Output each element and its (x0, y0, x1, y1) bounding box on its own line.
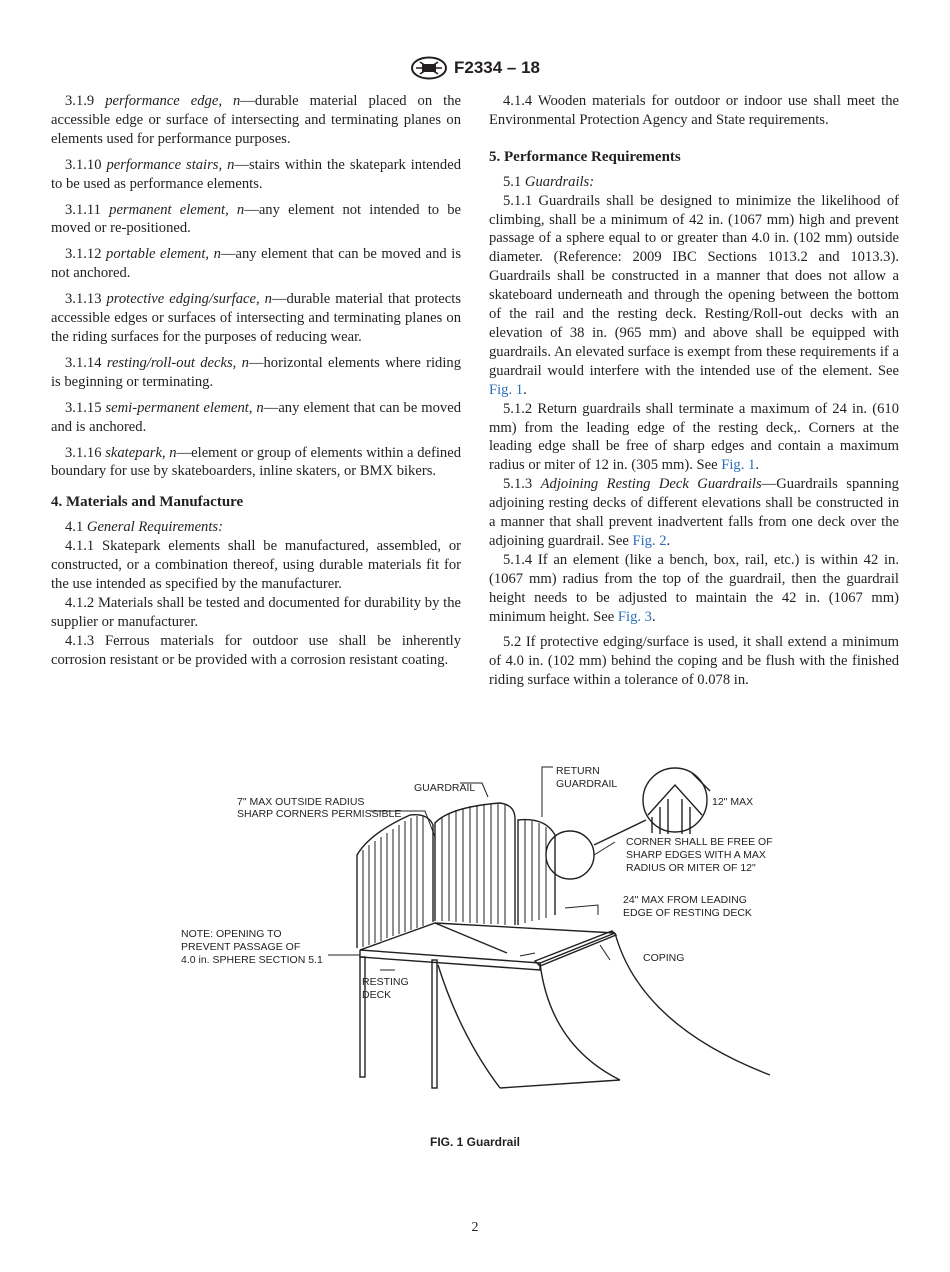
definition-3-1-11: 3.1.11 permanent element, n—any element not intended to be moved or re-positioned. (51, 201, 461, 237)
paragraph-5-1-4: 5.1.4 If an element (like a bench, box, rail, etc.) is within 42 in. (1067 mm) radius from the top of the guardrail, then the guardrail height needs to be adjusted to maintain the 42 in. (1067 mm) minimum height. See Fig. 3. (489, 551, 899, 625)
paragraph-5-1-3: 5.1.3 Adjoining Resting Deck Guardrails—Guardrails spanning adjoining resting decks of different elevations shall be constructed in a manner that shall prevent inadvertent falls from one deck over the adjoining guardrail. See Fig. 2. (489, 476, 899, 549)
page-header (0, 56, 950, 85)
paragraph-5-1-2: 5.1.2 Return guardrails shall terminate a maximum of 24 in. (610 mm) from the leading edge of the resting deck,. Corners at the leading edge shall be free of sharp edges and contain a maximum radius or miter of 12 in. (305 mm). See Fig. 1. (489, 400, 899, 474)
max-radius-label: 7" MAX OUTSIDE RADIUS (237, 796, 365, 808)
note-label: NOTE: OPENING TO (181, 928, 282, 940)
fig-3-link[interactable]: Fig. 3 (617, 608, 652, 625)
paragraph-4-1: 4.1 General Requirements: (65, 519, 223, 536)
coping-label: COPING (643, 952, 685, 964)
paragraph-4-1-4: 4.1.4 Wooden materials for outdoor or indoor use shall meet the Environmental Protection Agency and State requirements. (489, 93, 899, 128)
note-label: 4.0 in. SPHERE SECTION 5.1 (181, 954, 323, 966)
figure-caption: FIG. 1 Guardrail (429, 1135, 521, 1149)
fig-1-link[interactable]: Fig. 1 (721, 457, 756, 474)
page-number: 2 (471, 1220, 479, 1235)
definition-3-1-12: 3.1.12 portable element, n—any element that can be moved and is not anchored. (51, 246, 462, 282)
max-radius-label: SHARP CORNERS PERMISSIBLE (237, 808, 402, 820)
leading-edge-label: 24" MAX FROM LEADING (623, 894, 747, 906)
leading-edge-label: EDGE OF RESTING DECK (623, 907, 752, 919)
section-5-heading: 5. Performance Requirements (489, 148, 681, 165)
note-label: PREVENT PASSAGE OF (181, 941, 301, 953)
standard-designation: F2334 – 18 (453, 58, 540, 77)
guardrail-figure (170, 755, 790, 1100)
paragraph-4-1-1: 4.1.1 Skatepark elements shall be manufactured, assembled, or constructed, or a combination thereof, using durable materials fit for the use intended as specified by the manufacturer. (51, 538, 461, 592)
right-column (489, 92, 899, 697)
resting-deck-label: DECK (362, 989, 392, 1001)
left-column (51, 92, 461, 669)
fig-2-link[interactable]: Fig. 2 (632, 532, 667, 549)
resting-deck-label: RESTING (362, 976, 409, 988)
paragraph-4-1-3: 4.1.3 Ferrous materials for outdoor use shall be inherently corrosion resistant or be provided with a corrosion resistant coating. (51, 632, 461, 668)
return-guardrail-label: RETURN (556, 765, 600, 777)
definition-3-1-16: 3.1.16 skatepark, n—element or group of elements within a defined boundary for use by skateboarders, inline skaters, or BMX bikers. (51, 444, 461, 480)
paragraph-5-2: 5.2 If protective edging/surface is used, it shall extend a minimum of 4.0 in. (102 mm) behind the coping and be flush with the finished riding surface within a tolerance of 0.078 in. (489, 634, 899, 689)
paragraph-4-1-2: 4.1.2 Materials shall be tested and documented for durability by the supplier or manufacturer. (51, 594, 461, 630)
fig-1-link[interactable]: Fig. 1 (489, 381, 524, 398)
definition-3-1-10: 3.1.10 performance stairs, n—stairs within the skatepark intended to be used as performance elements. (51, 156, 461, 192)
paragraph-5-1: 5.1 Guardrails: (503, 173, 595, 190)
return-guardrail-label: GUARDRAIL (556, 778, 618, 790)
corner-label: SHARP EDGES WITH A MAX (626, 849, 766, 861)
guardrail-label: GUARDRAIL (414, 782, 476, 794)
corner-label: RADIUS OR MITER OF 12" (626, 862, 756, 874)
definition-3-1-14: 3.1.14 resting/roll-out decks, n—horizontal elements where riding is beginning or terminating. (51, 354, 461, 390)
section-4-heading: 4. Materials and Manufacture (51, 494, 244, 511)
definition-3-1-13: 3.1.13 protective edging/surface, n—durable material that protects accessible edges or surfaces of intersecting and terminating planes on the riding surfaces for the purposes of reducing wear. (51, 291, 461, 345)
definition-3-1-15: 3.1.15 semi-permanent element, n—any element that can be moved and is anchored. (51, 399, 461, 435)
astm-logo-icon (410, 56, 448, 80)
paragraph-5-1-1: 5.1.1 Guardrails shall be designed to minimize the likelihood of climbing, shall be a minimum of 42 in. (1067 mm) high and prevent passage of a sphere equal to or greater than 4.0 in. (102 mm) outside diameter. (Reference: 2009 IBC Sections 1013.2 and 1013.3). Guardrails shall be constructed in a manner that does not allow a skateboard underneath and through the opening between the bottom of the rail and the resting deck. Resting/Roll-out decks with an elevation of 38 in. (965 mm) and above shall be equipped with guardrails. An elevated surface is exempt from these requirements if a guardrail would interfere with the intended use of the element. See Fig. 1. (489, 192, 899, 398)
corner-label: CORNER SHALL BE FREE OF (626, 836, 773, 848)
twelve-max-label: 12" MAX (712, 796, 754, 808)
definition-3-1-9: 3.1.9 performance edge, n—durable material placed on the accessible edge or surface of intersecting and terminating planes on elements used for performance purposes. (51, 93, 461, 147)
guardrail-drawing (170, 755, 790, 1100)
